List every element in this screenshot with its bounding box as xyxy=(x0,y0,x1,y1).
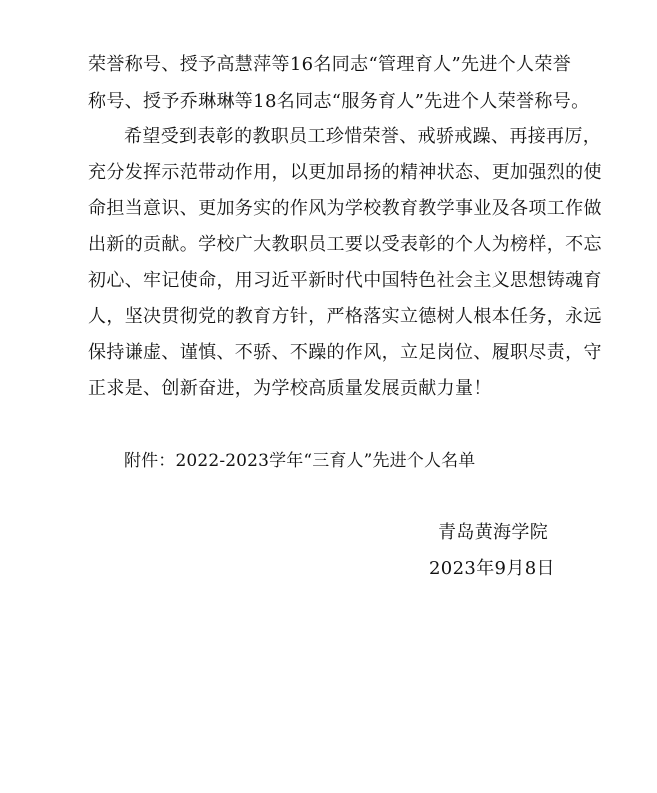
paragraph-line: 命担当意识、更加务实的作风为学校教育教学事业及各项工作做 xyxy=(88,198,602,219)
signature-date: 2023年9月8日 xyxy=(429,558,555,579)
paragraph-line: 正求是、创新奋进，为学校高质量发展贡献力量！ xyxy=(88,378,492,399)
attachment-line: 附件：2022-2023学年“三育人”先进个人名单 xyxy=(124,451,476,471)
paragraph-line: 希望受到表彰的教职员工珍惜荣誉、戒骄戒躁、再接再厉， xyxy=(124,126,602,147)
paragraph-line: 初心、牢记使命，用习近平新时代中国特色社会主义思想铸魂育 xyxy=(88,270,602,291)
signature-organization: 青岛黄海学院 xyxy=(438,522,549,543)
paragraph-line: 保持谦虚、谨慎、不骄、不躁的作风，立足岗位、履职尽责，守 xyxy=(88,342,602,363)
paragraph-line: 出新的贡献。学校广大教职员工要以受表彰的个人为榜样，不忘 xyxy=(88,234,602,255)
paragraph-line: 称号、授予乔琳琳等18名同志“服务育人”先进个人荣誉称号。 xyxy=(88,91,590,112)
paragraph-line: 充分发挥示范带动作用，以更加昂扬的精神状态、更加强烈的使 xyxy=(88,162,602,183)
paragraph-line: 荣誉称号、授予高慧萍等16名同志“管理育人”先进个人荣誉 xyxy=(88,54,572,75)
paragraph-line: 人，坚决贯彻党的教育方针，严格落实立德树人根本任务，永远 xyxy=(88,306,602,327)
